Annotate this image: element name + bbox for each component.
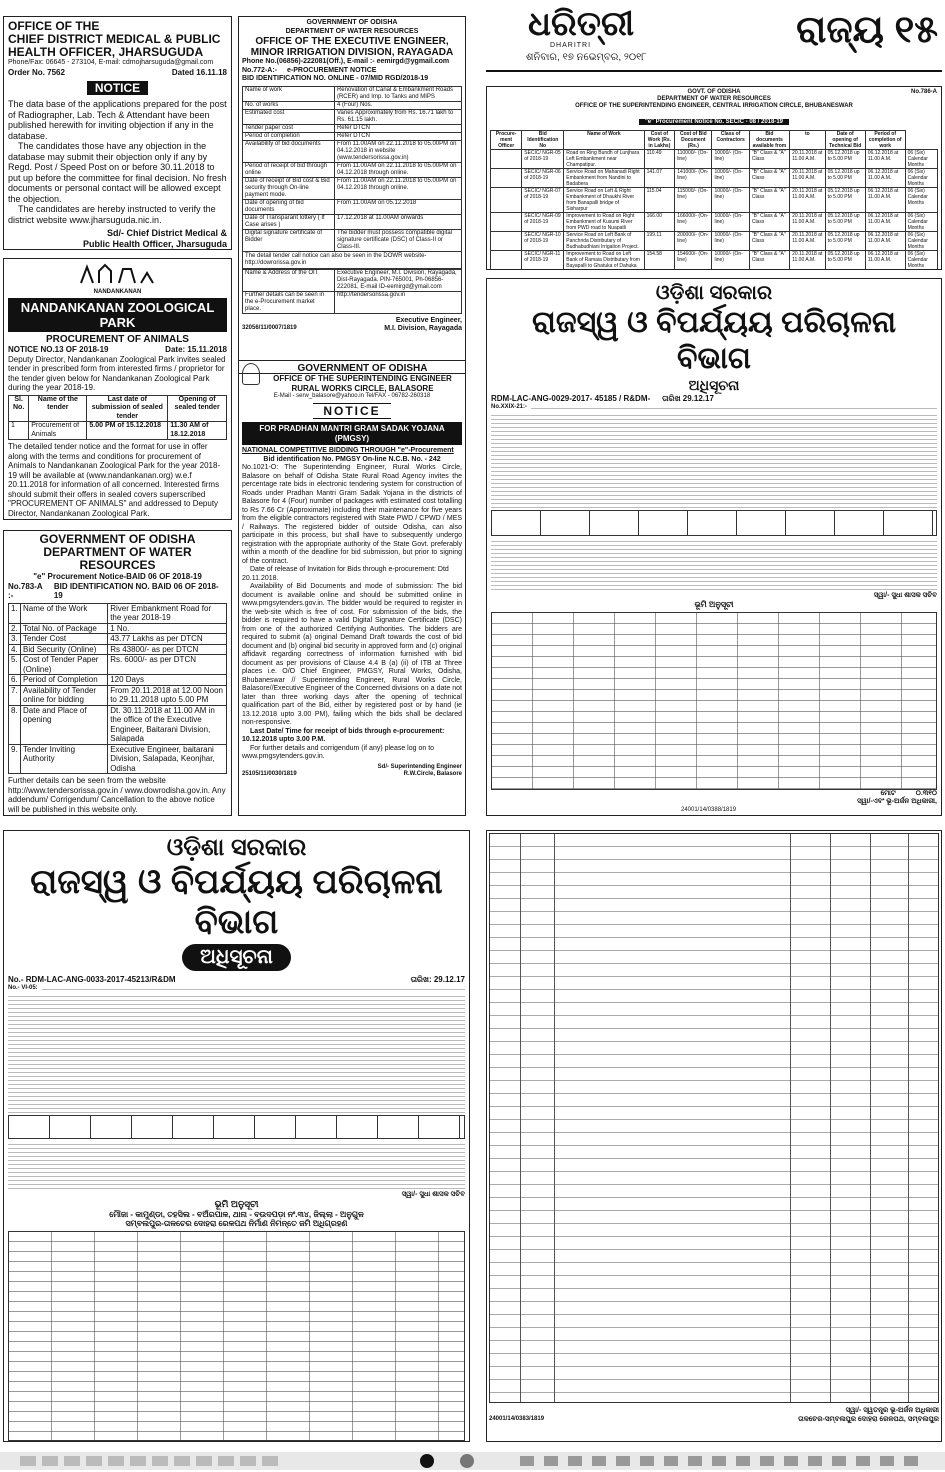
irrig-officer-cell — [491, 251, 522, 271]
rural-office-2: RURAL WORKS CIRCLE, BALASORE — [291, 383, 434, 393]
revenue1-date: ତାରିଖ 29.12.17 — [662, 394, 714, 403]
irrig-cell: 141.07 — [644, 169, 675, 188]
registration-mark-icon — [460, 1454, 474, 1468]
masthead-logo: ଧରିତ୍ରୀ — [528, 4, 635, 44]
rural-notice-title: NOTICE — [313, 403, 390, 419]
registration-mark-icon — [420, 1454, 434, 1468]
irrig-cell: 20.11.2018 at 11.00 A.M. — [790, 150, 826, 169]
irrig-cell: Road on Ring Bundh of Lunjhara Left Embankment near Champatipur. — [564, 150, 644, 169]
irrig-cell: "B" Class & "A" Class — [749, 188, 789, 213]
revenue1-sign: ସ୍ୱା/- ସୁଧା ଶାସକ ସଚିବ — [873, 591, 937, 599]
page-label: ରାଜ୍ୟ ୧୫ — [796, 9, 938, 51]
revenue-notice-1 — [486, 278, 942, 816]
revenue1-body-text — [491, 412, 937, 508]
irrig-table-row — [491, 150, 938, 169]
nandankanan-notice — [3, 258, 232, 520]
mi-detail-note: The detail tender call notice can also be seen in the DOWR website-http://dowrorissa.gov.in — [242, 252, 462, 269]
mi-table-row — [243, 199, 462, 214]
nandankanan-sub: PROCUREMENT OF ANIMALS — [46, 334, 189, 345]
baitarani-table-row — [9, 644, 227, 655]
rural-office-1: OFFICE OF THE SUPERINTENDING ENGINEER — [273, 374, 452, 383]
revenue1-text-line — [531, 405, 937, 411]
mi-table-row — [243, 162, 462, 177]
baitarani-table — [8, 603, 227, 775]
revenue2-ref: No.- RDM-LAC-ANG-0033-2017-45213/R&DM — [8, 975, 176, 984]
irrig-header-cell: Bid Identification No — [522, 131, 564, 150]
revenue2-mouza: ମୌଜା - କାମୁଣ୍ଡା, ତହସିଲ - ବଅଁରପାଳ, ଥାନା - ବଉଦପଡ଼ା ନଂ.୩୪, ଜିଲ୍ଲା - ଅନୁଗୁଳ — [109, 1209, 364, 1219]
irrig-cell: 06.12.2018 at 11.00 A.M. — [865, 213, 905, 232]
mi-row-value: From 11.00AM on 22.11.2018 to 05.00PM on 04.12.2018 through online. — [334, 177, 461, 199]
mi-sign-1: Executive Engineer, — [395, 316, 462, 324]
revenue1-land-table — [491, 612, 937, 790]
baitarani-table-row — [9, 744, 227, 774]
irrig-cell: 05.12.2018 up to 5.00 PM — [825, 213, 865, 232]
mi-table-row — [243, 124, 462, 132]
revenue2-foot-ref: 24001/14/0383/1819 — [489, 1415, 545, 1422]
rural-govt: GOVERNMENT OF ODISHA — [297, 363, 428, 374]
irrig-cell: 06 (Six) Calendar Months — [905, 188, 937, 213]
rural-pmgsy: FOR PRADHAN MANTRI GRAM SADAK YOJANA (PMGSY) — [242, 422, 462, 445]
baitarani-row-no: 1. — [9, 603, 21, 623]
revenue2-date: ତାରିଖ: 29.12.17 — [410, 975, 465, 984]
nandankanan-cell: 5.00 PM of 15.12.2018 — [87, 422, 168, 440]
irrig-officer-cell — [491, 232, 522, 251]
irrig-cell: 115000/- (On-line) — [675, 188, 712, 213]
baitarani-table-row — [9, 603, 227, 623]
rural-para-4: Last Date/ Time for receipt of bids through e-procurement: 10.12.2018 upto 3.00 P.M. — [242, 727, 445, 743]
nandankanan-logo-icon — [8, 261, 227, 289]
irrig-header-cell: Class of Contractors — [712, 131, 749, 150]
mi-row-value: From 11.00AM on 22.11.2018 to 05.00PM on 04.12.2018 through online. — [334, 162, 461, 177]
print-registration-strip — [0, 1452, 945, 1470]
cdmo-sign-1: Sd/- Chief District Medical & — [106, 228, 227, 238]
irrig-cell: 166000/- (On-line) — [675, 213, 712, 232]
baitarani-table-row — [9, 685, 227, 705]
mi-table-row — [243, 109, 462, 124]
rural-bid-id: Bid identification No. PMGSY On-line N.C.B. No. - 242 — [263, 455, 441, 463]
baitarani-govt: GOVERNMENT OF ODISHA — [39, 532, 196, 546]
baitarani-table-row — [9, 675, 227, 686]
mi-table-row — [243, 214, 462, 229]
irrig-govt: GOVT. OF ODISHA — [687, 89, 741, 95]
mi-table-row — [243, 177, 462, 199]
mi-row-label: Period of receipt of bid through online — [243, 162, 335, 177]
rural-email: E-Mail - serw_balasore@yahoo.in Tel/FAX - 06782-260318 — [273, 393, 431, 399]
cdmo-office-line2: CHIEF DISTRICT MEDICAL & PUBLIC — [8, 32, 221, 46]
mi-row-value: Varies Approximately from Rs. 16.71 lakh to Rs. 61.15 lakh. — [334, 109, 461, 124]
baitarani-dept: DEPARTMENT OF WATER RESOURCES — [43, 545, 192, 572]
rural-para-1: No.1021-O: The Superintending Engineer, Rural Works Circle, Balasore on behalf of Odisha State Rural Road Agency invites the percentage rate bids in electronic tendering system for construction of Roads under Pradhan Mantri Gram Sadak Yojana in the districts of Balasore for 4 (Four) number of packages with estimated cost totalling to Rs 7.66 Cr (Approximate) including their maintenance for five years from the eligible contractors registered with State PWD / CPWD / MES / Railways. The registered bidder of outside Odisha, can also participate in this process, but shall have to subsequently undergo registration with the appropriate authority of the State Govt. preferably within a month of the deadline for bid submission, but prior to signing of the contract. — [242, 464, 462, 565]
revenue1-govt: ଓଡ଼ିଶା ସରକାର — [655, 282, 773, 304]
irrig-cell: 06.12.2018 at 11.00 A.M. — [865, 169, 905, 188]
irrig-cell: 06 (Six) Calendar Months — [905, 213, 937, 232]
mi-row-value: From 11.00AM on 05.12.2018 — [334, 199, 461, 214]
baitarani-row-value: From 20.11.2018 at 12.00 Noon to 29.11.2018 upto 5.00 PM — [108, 685, 227, 705]
revenue2-dept: ରାଜସ୍ୱ ଓ ବିପର୍ଯ୍ୟୟ ପରିଚାଳନା ବିଭାଗ — [30, 863, 443, 941]
irrig-cell: 05.12.2018 up to 5.00 PM — [825, 232, 865, 251]
irrig-notice-no: "e" Procurement Notice No. SECIC - 08 / 2018-19 — [639, 119, 789, 125]
irrig-cell: 154600/- (On-line) — [675, 251, 712, 271]
masthead-logo-sub: DHARITRI — [550, 42, 592, 49]
nandankanan-cell: Procurement of Animals — [29, 422, 87, 440]
mi-row-label: Date of receipt of Bid cost & Bid security through On-line payment mode. — [243, 177, 335, 199]
irrig-cell: SECIC/ NGR-09 of 2018-19 — [522, 213, 564, 232]
mi-phone: Phone No.(06856)-222081(Off.), E-mail :- eemirgd@ygmail.com — [242, 58, 450, 65]
revenue2-foot-addr: ତାଳଚେର-ସମ୍ବଲପୁର ଦୋହରା ରେଳପଥ, ସମ୍ବଲପୁର — [798, 1415, 939, 1423]
revenue2-notif: ଅଧିସୂଚନା — [182, 944, 291, 971]
rural-para-5: For further details and corrigendum (if any) please log on to www.pmgsytenders.gov.in. — [242, 744, 435, 760]
rural-ref: 25105/11/0030/1819 — [242, 770, 297, 777]
mi-row-value: Renovation of Canal & Embankment Roads (RCER) and Imp. to Tanks and MIPS — [334, 86, 461, 101]
irrig-cell: 06.12.2018 at 11.00 A.M. — [865, 251, 905, 271]
cdmo-contact: Phone/Fax: 06645 - 273104, E-mail: cdmojharsuguda@gmail.com — [8, 59, 214, 66]
cdmo-notice — [3, 16, 232, 250]
baitarani-row-no: 2. — [9, 623, 21, 634]
irrig-cell: 06 (Six) Calendar Months — [905, 150, 937, 169]
rural-para-2: Date of release of Invitation for Bids through e-procurement: Dtd 20.11.2018. — [242, 566, 449, 582]
nandankanan-cell: 11.30 AM of 18.12.2018 — [168, 422, 227, 440]
irrig-cell: SECIC/ NGR-06 of 2018-19 — [522, 169, 564, 188]
mi-table-row — [243, 140, 462, 162]
masthead — [486, 4, 942, 78]
rural-works-notice — [238, 360, 466, 816]
irrig-cell: Service Road on Mahanadi Right Embankment from Nandini to Badabera — [564, 169, 644, 188]
nandankanan-table — [8, 395, 227, 441]
irrig-cell: 141000/- (On-line) — [675, 169, 712, 188]
baitarani-table-row — [9, 705, 227, 744]
irrig-cell: 10000/- (On-line) — [712, 169, 749, 188]
irrig-table-row — [491, 251, 938, 271]
irrig-officer-cell — [491, 150, 522, 169]
rural-para-3: Availability of Bid Documents and mode of submission: The bid document is available online and should be submitted online in www.pmgsytenders.gov.in. The bidder would be required to register in the web-site which is free of cost. For submission of the bids, the bidder is required to have a valid Digital Signature Certificate (DSC) from one of the authorized Certifying Authorities. The bidders are required to submit (a) original Demand Draft towards the cost of bid document and (b) original bid security in approved form and (c) original affidavit regarding correctness of information furnished with bid document as per provisions of Clause 4.4 B (a) (ii) of ITB at Three places i.e. O/O Chief Engineer, PMGSY, Rural Works, Odisha, Bhubaneswar // Superintending Engineer, Rural Works Circle, Balasore//Executive Engineer of the Concerned divisions on a date not later than three working days after the opening of technical qualification part of the Bid, either by registered post or by hand (ie 13.12.2018 upto 3.00 PM), failing which the bids shall be declared non-responsive. — [242, 583, 462, 726]
revenue2-project: ସମ୍ବଲପୁର-ତାଳଚେର ଦୋହରା ରେଳପଥ ନିର୍ମାଣ ନିମନ୍ତେ ଜମି ଅଧିଗ୍ରହଣ — [125, 1219, 348, 1228]
irrig-cell: Service Road on Left Bank of Panchrida Distributary of Budhabudhiani Irrigation Project. — [564, 232, 644, 251]
mi-row-label: No. of works — [243, 101, 335, 109]
baitarani-row-no: 5. — [9, 655, 21, 675]
mi-further-value: http://tendersorissa.gov.in — [334, 291, 461, 313]
odisha-emblem-icon — [242, 363, 260, 385]
baitarani-row-no: 9. — [9, 744, 21, 774]
baitarani-row-no: 3. — [9, 634, 21, 645]
irrig-cell: 200000/- (On-line) — [675, 232, 712, 251]
baitarani-row-label: Date and Place of opening — [21, 705, 108, 744]
revenue1-ref: RDM-LAC-ANG-0029-2017- 45185 / R&DM- — [491, 394, 651, 403]
mi-office-1: OFFICE OF THE EXECUTIVE ENGINEER, — [255, 36, 449, 47]
irrig-cell: "B" Class & "A" Class — [749, 251, 789, 271]
mi-row-label: Period of completion — [243, 132, 335, 140]
irrig-cell: 20.11.2018 at 11.00 A.M. — [790, 213, 826, 232]
irrig-cell: SECIC/ NGR-07 of 2018-19 — [522, 188, 564, 213]
nandankanan-cell: 1 — [9, 422, 29, 440]
irrig-cell: Improvement to Road on Right Embankment of Kusumi River from PWD road to Nuapatli — [564, 213, 644, 232]
baitarani-notice — [3, 530, 232, 816]
mi-procurement: e-PROCUREMENT NOTICE — [287, 66, 377, 74]
irrig-cell: Improvement to Road on Left Bank of Ramaia Distributary from Bayapalli to Ghatuka of Dahuka — [564, 251, 644, 271]
mi-bid-id: BID IDENTIFICATION NO. ONLINE - 07/MID RGD/2018-19 — [242, 75, 429, 82]
rural-sign-1: Sd/- Superintending Engineer — [377, 763, 462, 770]
baitarani-row-label: Period of Completion — [21, 675, 108, 686]
nandankanan-para-2: The detailed tender notice and the format for use in offer along with the terms and conditions for procurement of Animals to Nandankanan Zoological Park for the year 2018-19 will be available at (www.nandankanan.org) w.e.f 20.11.2018 for information of all concerned. Interested firms should submit their offers in sealed covers superscribed "PROCUREMENT OF ANIMALS" and addressed to Deputy Director, Nandankanan Zoological Park. — [8, 442, 221, 518]
mi-row-label: Digital signature certificate of Bidder — [243, 229, 335, 251]
mi-row-value: 17.12.2018 at 11.00AM onwards — [334, 214, 461, 229]
mi-further-label: Further details can be seen in the e-Procurement market place. — [243, 291, 335, 313]
nandankanan-logo-graphic — [73, 261, 163, 289]
irrig-cell: 06 (Six) Calendar Months — [905, 251, 937, 271]
irrig-cell: 154.58 — [644, 251, 675, 271]
irrig-cell: 06.12.2018 at 11.00 A.M. — [865, 150, 905, 169]
irrig-officer-cell — [491, 188, 522, 213]
irrig-cell: "B" Class & "A" Class — [749, 169, 789, 188]
masthead-date: ଶନିବାର, ୧୭ ନଭେମ୍ବର, ୨୦୧୮ — [526, 52, 647, 63]
baitarani-table-row — [9, 655, 227, 675]
irrig-header-cell: Date of opening of Technical Bid — [825, 131, 865, 150]
mi-rayagada-notice — [238, 16, 466, 374]
mi-table-row — [243, 229, 462, 251]
baitarani-row-label: Bid Security (Online) — [21, 644, 108, 655]
irrig-table-row — [491, 213, 938, 232]
irrig-officer-cell — [491, 169, 522, 188]
irrig-header-cell: Procure-ment Officer — [491, 131, 522, 150]
cdmo-para-2: The candidates those have any objection in the database may submit their objection only if any by Regd. Post / Speed Post on or before 30.11.2018 to put up before the committee for final decision. No fresh documents or personal contact will be allowed except the objection. — [8, 141, 227, 204]
irrig-table-row — [491, 188, 938, 213]
revenue1-summary-table — [491, 510, 937, 536]
revenue1-body-text-2 — [491, 538, 937, 592]
mi-govt: GOVERNMENT OF ODISHA — [306, 19, 398, 26]
cdmo-notice-title: NOTICE — [87, 81, 148, 95]
irrig-cell: 20.11.2018 at 11.00 A.M. — [790, 169, 826, 188]
baitarani-row-value: Dt. 30.11.2018 at 11.00 AM in the office of the Executive Engineer, Baitarani Division, Salapada — [108, 705, 227, 744]
irrig-office: OFFICE OF THE SUPERINTENDING ENGINEER, CENTRAL IRRIGATION CIRCLE, BHUBANESWAR — [575, 103, 853, 109]
irrig-header-cell: to — [790, 131, 826, 150]
irrig-cell: SECIC/ NGR-05 of 2018-19 — [522, 150, 564, 169]
mi-dept: DEPARTMENT OF WATER RESOURCES — [285, 27, 419, 35]
mi-row-value: 4 (Four) Nos. — [334, 101, 461, 109]
baitarani-row-no: 8. — [9, 705, 21, 744]
mi-row-label: Date of opening of bid documents — [243, 199, 335, 214]
cdmo-office-line3: HEALTH OFFICER, JHARSUGUDA — [8, 45, 204, 59]
revenue1-total-value: ୦.୩୧୦ — [915, 789, 937, 797]
mi-row-label: Availability of bid documents — [243, 140, 335, 162]
irrig-cell: 10000/- (On-line) — [712, 251, 749, 271]
irrig-officer-cell — [491, 213, 522, 232]
irrig-dept: DEPARTMENT OF WATER RESOURCES — [657, 96, 771, 102]
revenue2-body-text — [8, 993, 465, 1113]
baitarani-row-label: Availability of Tender online for bidding — [21, 685, 108, 705]
revenue1-schedule: ଭୂମି ଅନୁସୂଚୀ — [694, 600, 734, 609]
irrig-header-cell: Bid documents available from — [749, 131, 789, 150]
irrig-cell: 10000/- (On-line) — [712, 150, 749, 169]
irrig-header-cell: Period of completion of work — [865, 131, 905, 150]
irrig-cell: "B" Class & "A" Class — [749, 232, 789, 251]
mi-row-value: Refer DTCN — [334, 132, 461, 140]
revenue2-land-table-continued — [489, 833, 939, 1403]
mi-table-row — [243, 132, 462, 140]
irrig-no: No.786-A — [910, 89, 937, 95]
nandankanan-para-1: Deputy Director, Nandankanan Zoological Park invites sealed tender in prescribed form from interested firms / proprietor for the tender given below for Nandankanan Zoological Park during the year 2018-19. — [8, 354, 226, 392]
irrig-cell: SECIC/ NGR-11 of 2018-19 — [522, 251, 564, 271]
nandankanan-header-cell: Last date of submission of sealed tender — [87, 395, 168, 422]
baitarani-row-value: 120 Days — [108, 675, 227, 686]
revenue2-summary-table — [8, 1115, 465, 1139]
irrig-cell: 199.11 — [644, 232, 675, 251]
nandankanan-logo-text: NANDANKANAN — [93, 289, 142, 295]
baitarani-row-no: 6. — [9, 675, 21, 686]
baitarani-bid-id: BID IDENTIFICATION NO. BAID 06 OF 2018-19 — [53, 581, 219, 600]
irrig-cell: 06 (Six) Calendar Months — [905, 169, 937, 188]
mi-row-value: From 11.00AM on 22.11.2018 to 05.00PM on 04.12.2018 in website (www.tendersorissa.gov.in) — [334, 140, 461, 162]
baitarani-table-row — [9, 623, 227, 634]
revenue2-govt: ଓଡ଼ିଶା ସରକାର — [166, 834, 307, 861]
irrig-cell: 10000/- (On-line) — [712, 213, 749, 232]
irrig-cell: 10000/- (On-line) — [712, 232, 749, 251]
baitarani-row-no: 4. — [9, 644, 21, 655]
baitarani-row-label: Cost of Tender Paper (Online) — [21, 655, 108, 675]
nandankanan-header-cell: Name of the tender — [29, 395, 87, 422]
baitarani-row-value: Executive Engineer, baitarani Division, Salapada, Keonjhar, Odisha — [108, 744, 227, 774]
irrig-cell: 06 (Six) Calendar Months — [905, 232, 937, 251]
mi-table-row — [243, 101, 462, 109]
mi-row-label: Estimated cost — [243, 109, 335, 124]
mi-row-label: Name of work — [243, 86, 335, 101]
mi-no: No.772-A:- — [242, 66, 278, 74]
irrig-cell: "B" Class & "A" Class — [749, 150, 789, 169]
revenue2-text-line — [42, 986, 465, 992]
mi-row-label: Date of Transparant lottery ( If Case arises ) — [243, 214, 335, 229]
revenue2-land-table — [8, 1231, 465, 1441]
baitarani-row-value: 43.77 Lakhs as per DTCN — [108, 634, 227, 645]
baitarani-row-label: Tender Inviting Authority — [21, 744, 108, 774]
revenue2-no: No.- VI-05: — [8, 984, 38, 991]
revenue2-sign: ସ୍ୱା/- ସୁଧା ଶାସକ ସଚିବ — [401, 1190, 465, 1198]
irrig-header-cell: Cost of Work (Rs. in Lakhs) — [644, 131, 675, 150]
mi-row-value: The bidder must possess compatible digital signature certificate (DSC) of Class-II or Class-III. — [334, 229, 461, 251]
irrig-cell: 05.12.2018 up to 5.00 PM — [825, 169, 865, 188]
revenue-notice-2-continued — [486, 830, 942, 1442]
masthead-rule — [486, 70, 942, 72]
mi-sign-2: M.I. Division, Rayagada — [384, 325, 462, 332]
mi-table — [242, 86, 462, 252]
irrig-cell: 110000/- (On-line) — [675, 150, 712, 169]
baitarani-row-no: 7. — [9, 685, 21, 705]
baitarani-row-value: Rs. 6000/- as per DTCN — [108, 655, 227, 675]
nandankanan-notice-no: NOTICE NO.13 OF 2018-19 — [8, 345, 109, 354]
irrig-cell: 05.12.2018 up to 5.00 PM — [825, 188, 865, 213]
irrig-table-row — [491, 232, 938, 251]
irrig-cell: SECIC/ NGR-10 of 2018-19 — [522, 232, 564, 251]
baitarani-para: Further details can be seen from the website http://www.tendersorissa.gov.in / www.dowrodisha.gov.in. Any addendum/ Corrigendum/ Cancellation to the above notice will be published in this website only. — [8, 776, 226, 814]
revenue1-notif: ଅଧିସୂଚନା — [688, 377, 740, 393]
baitarani-no: No.783-A :- — [8, 581, 43, 600]
rural-ncb: NATIONAL COMPETITIVE BIDDING THROUGH "e"-Procurement — [242, 447, 454, 454]
revenue2-body-text-2 — [8, 1141, 465, 1191]
irrig-cell: "B" Class & "A" Class — [749, 213, 789, 232]
cdmo-para-1: The data base of the applications prepared for the post of Radiographer, Lab. Tech & Attendant have been published herewith for inviting objection if any in the database. — [8, 99, 227, 141]
mi-row-label: Tender paper cost — [243, 124, 335, 132]
cdmo-office-line1: OFFICE OF THE — [8, 19, 100, 33]
irrig-cell: 20.11.2018 at 11.00 A.M. — [790, 232, 826, 251]
cdmo-order-no: Order No. 7562 — [8, 67, 65, 77]
irrig-cell: 06.12.2018 at 11.00 A.M. — [865, 232, 905, 251]
irrig-cell: 115.04 — [644, 188, 675, 213]
irrig-header-cell: Name of Work — [564, 131, 644, 150]
nandankanan-header-cell: Opening of sealed tender — [168, 395, 227, 422]
baitarani-procurement: "e" Procurement Notice-BAID 06 OF 2018-19 — [33, 572, 202, 581]
irrig-table-row — [491, 169, 938, 188]
revenue1-dept: ରାଜସ୍ୱ ଓ ବିପର୍ଯ୍ୟୟ ପରିଚାଳନା ବିଭାଗ — [532, 306, 896, 375]
nandankanan-header-cell: Sl. No. — [9, 395, 29, 422]
revenue-notice-2 — [3, 830, 470, 1442]
cdmo-dated: Dated 16.11.18 — [171, 67, 227, 77]
revenue1-total: ମୋଟ — [880, 789, 896, 797]
mi-row-value: Refer DTCN — [334, 124, 461, 132]
nandankanan-title: NANDANKANAN ZOOLOGICAL PARK — [8, 298, 227, 332]
irrig-cell: 20.11.2018 at 11.00 A.M. — [790, 251, 826, 271]
mi-oit-label: Name & Address of the OIT — [243, 269, 335, 291]
irrig-cell: 110.49 — [644, 150, 675, 169]
mi-oit-table — [242, 269, 462, 314]
revenue1-no: No.XXIX-21:- — [491, 403, 528, 410]
rural-sign-2: R.W.Circle, Balasore — [403, 770, 462, 777]
irrig-cell: 05.12.2018 up to 5.00 PM — [825, 150, 865, 169]
mi-oit-value: Executive Engineer, M.I. Division, Rayagada, Dist-Rayagada. PIN-765001, Ph-06856-222081, E-mail ID-eemirgd@ymail.com — [334, 269, 461, 291]
irrig-cell: 06.12.2018 at 11.00 A.M. — [865, 188, 905, 213]
cdmo-para-3: The candidates are hereby instructed to verify the district website www.jharsuguda.nic.in. — [8, 204, 216, 225]
baitarani-row-value: River Embankment Road for the year 2018-19 — [108, 603, 227, 623]
irrig-cell: 10000/- (On-line) — [712, 188, 749, 213]
revenue1-foot-ref: 24001/14/0388/1819 — [681, 806, 737, 813]
nandankanan-date: Date: 15.11.2018 — [165, 345, 227, 354]
revenue2-schedule: ଭୂମି ଅନୁସୂଚୀ — [214, 1199, 259, 1209]
revenue2-foot-sign: ସ୍ୱା/- ସ୍ୱତନ୍ତ୍ର ଭୂ-ଅର୍ଜନ ଅଧିକାରୀ — [845, 1407, 939, 1414]
irrig-cell: 05.12.2018 up to 5.00 PM — [825, 251, 865, 271]
baitarani-table-row — [9, 634, 227, 645]
irrig-cell: Service Road on Left & Right Embankment of Dhaukhi River from Banapalli bridge of Sisharpur — [564, 188, 644, 213]
revenue1-foot-sign: ସ୍ୱା/-ଏବଂ ଭୂ-ଅର୍ଜନ ଅଧିକାରୀ, — [857, 798, 937, 805]
baitarani-row-value: 1 No. — [108, 623, 227, 634]
irrig-table — [490, 130, 938, 270]
irrig-cell: 20.11.2018 at 11.00 A.M. — [790, 188, 826, 213]
mi-ref: 32056/11/0007/1819 — [242, 325, 297, 331]
irrig-header-cell: Cost of Bid Document (Rs.) — [675, 131, 712, 150]
central-irrigation-notice — [486, 86, 942, 270]
mi-table-row — [243, 86, 462, 101]
baitarani-row-label: Tender Cost — [21, 634, 108, 645]
mi-office-2: MINOR IRRIGATION DIVISION, RAYAGADA — [250, 47, 454, 58]
baitarani-row-value: Rs 43800/- as per DTCN — [108, 644, 227, 655]
baitarani-row-label: Total No. of Package — [21, 623, 108, 634]
cdmo-sign-2: Public Health Officer, Jharsuguda — [82, 238, 227, 249]
baitarani-row-label: Name of the Work — [21, 603, 108, 623]
irrig-cell: 166.00 — [644, 213, 675, 232]
